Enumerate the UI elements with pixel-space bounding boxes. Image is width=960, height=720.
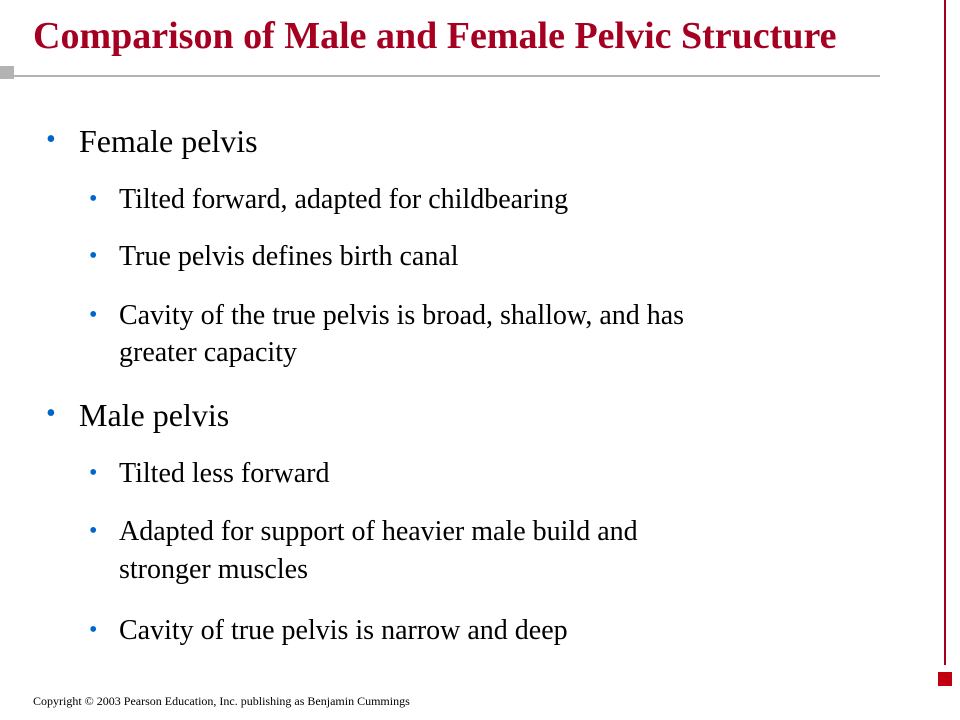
- bullet-icon: •: [89, 518, 98, 544]
- sub-bullet: [89, 299, 685, 333]
- bullet-icon: •: [89, 460, 98, 486]
- sub-bullet-text: True pelvis defines birth canal: [119, 241, 459, 272]
- sub-bullet-text: stronger muscles: [119, 554, 308, 585]
- bullet-male-pelvis: [46, 397, 230, 433]
- corner-marker: [938, 672, 952, 686]
- copyright-footer: Copyright © 2003 Pearson Education, Inc. publishing as Benjamin Cummings: [33, 694, 410, 708]
- sub-bullet: [89, 515, 638, 549]
- sub-bullet-text: Cavity of the true pelvis is broad, shallow, and has: [119, 300, 685, 331]
- bullet-text: Female pelvis: [79, 123, 258, 159]
- bullet-icon: •: [46, 124, 56, 155]
- sub-bullet-continuation: [119, 553, 308, 587]
- right-accent-line: [944, 0, 946, 665]
- bullet-icon: •: [46, 398, 56, 429]
- sub-bullet: [89, 240, 459, 274]
- left-divider-marker: [0, 66, 14, 79]
- sub-bullet: [89, 614, 568, 648]
- sub-bullet-text: greater capacity: [119, 337, 297, 368]
- sub-bullet: [89, 183, 569, 217]
- bullet-icon: •: [89, 617, 98, 643]
- bullet-icon: •: [89, 302, 98, 328]
- slide-title: Comparison of Male and Female Pelvic Structure: [33, 15, 837, 57]
- sub-bullet-text: Cavity of true pelvis is narrow and deep: [119, 615, 568, 646]
- bullet-female-pelvis: [46, 123, 258, 159]
- sub-bullet-text: Adapted for support of heavier male build and: [119, 516, 638, 547]
- sub-bullet: [89, 457, 330, 491]
- sub-bullet-text: Tilted forward, adapted for childbearing: [119, 184, 569, 215]
- bullet-icon: •: [89, 243, 98, 269]
- title-divider-line: [0, 75, 880, 77]
- bullet-text: Male pelvis: [79, 397, 230, 433]
- bullet-icon: •: [89, 186, 98, 212]
- sub-bullet-continuation: [119, 336, 297, 370]
- sub-bullet-text: Tilted less forward: [119, 458, 330, 489]
